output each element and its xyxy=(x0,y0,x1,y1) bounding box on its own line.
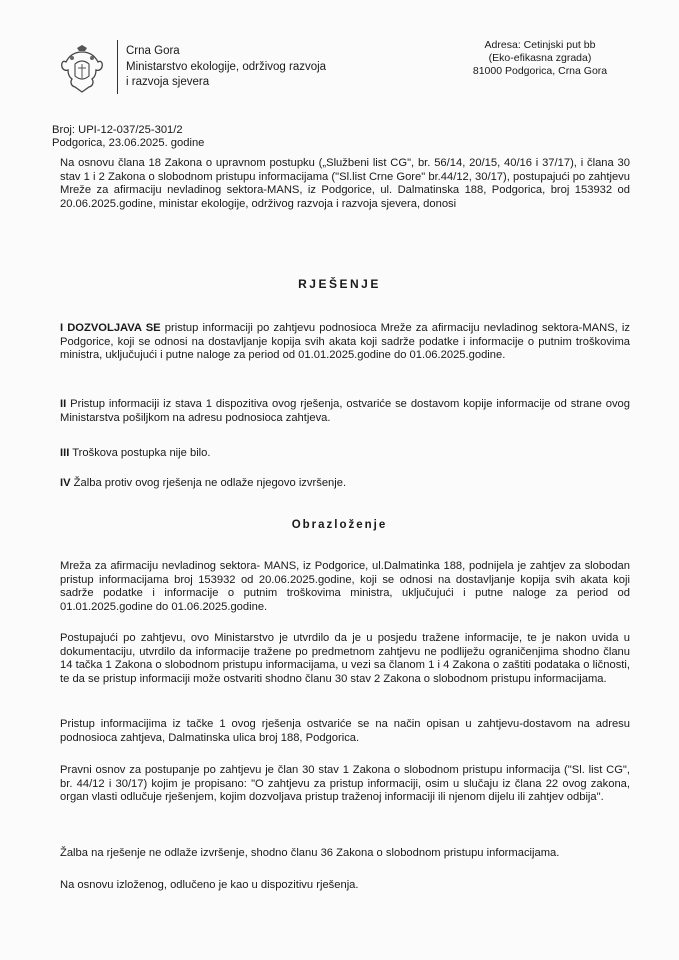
dispositive-text: Žalba protiv ovog rješenja ne odlaže njegovo izvršenje. xyxy=(70,477,347,489)
address-line-1: Adresa: Cetinjski put bb xyxy=(484,39,596,51)
address-line-3: 81000 Podgorica, Crna Gora xyxy=(472,65,608,77)
intro-paragraph: Na osnovu člana 18 Zakona o upravnom postupku („Službeni list CG", br. 56/14, 20/15, 40/16 i 37/17), i člana 30 stav 1 i 2 Zakona o slobodnom pristupu informacijama ("Sl.list Crne Gore" br.44/12, 30/17), postupajući po zahtjevu Mreže za afirmaciju nevladinog sektora-MANS, iz Podgorice, ul. Dalmatinska 188, Podgorica, broj 153932 od 20.06.2025.godine, ministar ekologije, održivog razvoja i razvoja sjevera, donosi xyxy=(60,157,630,210)
address-block xyxy=(445,39,635,78)
dispositive-item-4 xyxy=(60,477,630,491)
dispositive-text: Troškova postupka nije bilo. xyxy=(69,447,211,459)
dispositive-lead: II xyxy=(60,398,67,410)
dispositive-item-1 xyxy=(60,322,630,363)
address-line-2: (Eko-efikasna zgrada) xyxy=(488,52,592,64)
reasoning-paragraph-3: Pristup informacijima iz tačke 1 ovog rješenja ostvariće se na način opisan u zahtjevu-dostavom na adresu podnosioca zahtjeva, Dalmatinska ulica broj 188, Podgorica. xyxy=(60,718,630,744)
dispositive-lead: III xyxy=(60,447,70,459)
reference-number: Broj: UPI-12-037/25-301/2 xyxy=(52,124,183,136)
place-date: Podgorica, 23.06.2025. godine xyxy=(52,137,205,149)
dispositive-item-3 xyxy=(60,447,630,461)
reasoning-paragraph-2: Postupajući po zahtjevu, ovo Ministarstvo je utvrdilo da je u posjedu tražene informacije, te je nakon uvida u dokumentaciju, utvrdilo da informacije tražene po predmetnom zahtjevu ne podliježu ograničenjima shodno članu 14 tačka 1 Zakona o slobodnom pristupu informacijama, u vezi sa članom 1 i 4 Zakona o zaštiti podataka o ličnosti, te da se pristup informaciji može ostvariti shodno članu 30 stav 2 Zakona o slobodnom pristupu informacijama. xyxy=(60,632,630,685)
reasoning-title: Obrazloženje xyxy=(291,519,388,531)
reasoning-paragraph-5: Žalba na rješenje ne odlaže izvršenje, shodno članu 36 Zakona o slobodnom pristupu informacijama. xyxy=(60,847,560,859)
dispositive-lead: IV xyxy=(60,477,71,489)
dispositive-item-2 xyxy=(60,398,630,425)
country-name: Crna Gora xyxy=(126,45,180,57)
reasoning-paragraph-6: Na osnovu izloženog, odlučeno je kao u dispozitivu rješenja. xyxy=(60,879,359,891)
reasoning-paragraph-1: Mreža za afirmaciju nevladinog sektora- MANS, iz Podgorice, ul.Dalmatinka 188, podnijela je zahtjev za slobodan pristup informacijama broj 153932 od 20.06.2025.godine, koji se odnosi na dostavljanje kopija svih akata koji sadrže podatke i informacije o putnim troškovima ministra, uključujući i putne naloge za period od 01.01.2025.godine do 01.06.2025.godine. xyxy=(60,560,630,613)
ministry-name-line-2: i razvoja sjevera xyxy=(126,76,210,88)
dispositive-lead: I DOZVOLJAVA SE xyxy=(60,322,161,334)
decision-title: RJEŠENJE xyxy=(298,277,381,291)
ministry-name-line-1: Ministarstvo ekologije, održivog razvoja xyxy=(126,60,327,73)
header-divider xyxy=(117,40,118,94)
institution-block xyxy=(126,44,326,91)
reference-block xyxy=(52,124,204,150)
reasoning-paragraph-4: Pravni osnov za postupanje po zahtjevu je član 30 stav 1 Zakona o slobodnom pristupu informacija ("Sl. list CG", br. 44/12 i 30/17) kojim je propisano: "O zahtjevu za pristup informaciji, osim u slučaju iz člana 22 ovog zakona, organ vlasti odlučuje rješenjem, kojim dozvoljava pristup traženoj informaciji ili njenom dijelu ili zahtjev odbija". xyxy=(60,764,630,804)
coat-of-arms-icon xyxy=(60,44,104,94)
dispositive-text: pristup informaciji po zahtjevu podnosioca Mreže za afirmaciju nevladinog sektora-MANS, iz Podgorice, koji se odnosi na dostavljanje kopija svih akata koji sadrže podatke i informacije o putnim troškovima ministra, uključujući i putne naloge za period od 01.01.2025.godine do 01.06.2025.godine. xyxy=(60,322,630,362)
dispositive-text: Pristup informaciji iz stava 1 dispozitiva ovog rješenja, ostvariće se dostavom kopije informacije od strane ovog Ministarstva pošiljkom na adresu podnosioca zahtjeva. xyxy=(60,398,630,424)
